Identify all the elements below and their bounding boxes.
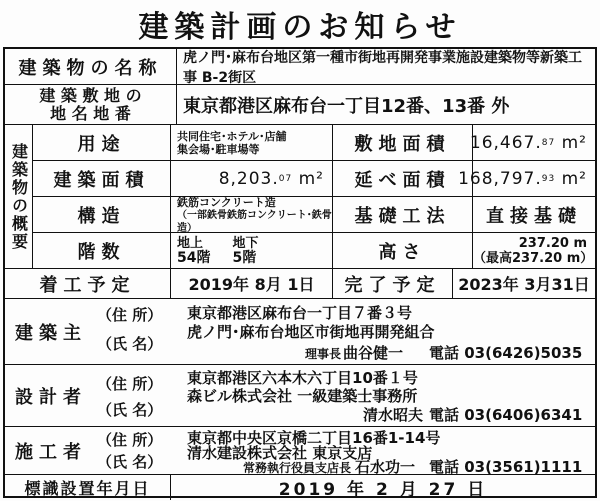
- building-area-unit: m²: [298, 169, 324, 189]
- end-label: 完了予定: [333, 269, 453, 298]
- building-area-decimal: 07: [278, 174, 293, 184]
- site-label-line1: 建 築 敷 地 の: [39, 85, 142, 105]
- designer-address-label: （住 所）: [97, 375, 163, 393]
- structure-value-line1: 鉄筋コンクリート造: [177, 195, 276, 209]
- building-name-label: 建築物の名称: [5, 49, 177, 84]
- designer-name-label: （氏 名）: [97, 401, 163, 419]
- floors-below-label: 地下: [232, 236, 259, 251]
- height-value-2: （最高237.20 m）: [473, 251, 594, 266]
- total-floor-area-label: 延べ面積: [333, 161, 473, 197]
- overview-row-structure: [33, 197, 595, 233]
- height-value: [473, 233, 595, 269]
- designer-section: [5, 365, 595, 427]
- total-floor-area-decimal: 93: [541, 174, 556, 184]
- height-label: 高さ: [333, 233, 473, 269]
- overview-row-area: [33, 161, 595, 197]
- contractor-role: 常務執行役員支店長: [243, 461, 352, 475]
- designer-rep: 清水昭夫: [363, 406, 424, 424]
- foundation-label: 基礎工法: [333, 197, 473, 233]
- site-label: [5, 85, 177, 124]
- structure-label: 構造: [33, 197, 171, 233]
- site-area-decimal: 87: [541, 138, 556, 148]
- contractor-name: 清水建設株式会社 東京支店: [187, 444, 373, 462]
- owner-label: 建築主: [15, 322, 87, 344]
- height-value-1: 237.20 m: [518, 236, 587, 251]
- floors-above-label: 地上: [177, 236, 204, 251]
- site-label-line2: 地 名 地 番: [50, 103, 131, 123]
- site-value: 東京都港区麻布台一丁目12番、13番 外: [183, 95, 510, 117]
- owner-address: 東京都港区麻布台一丁目７番３号: [187, 304, 413, 322]
- owner-name: 虎ノ門･麻布台地区市街地再開発組合: [187, 323, 435, 341]
- owner-role: 理事長: [305, 347, 342, 361]
- end-value: 2023年 3月31日: [458, 275, 590, 294]
- floors-label: 階数: [33, 233, 171, 269]
- designer-tel: 電話 03(6406)6341: [429, 406, 583, 424]
- contractor-name-label: （氏 名）: [97, 453, 163, 471]
- posting-date-label: 標識設置年月日: [5, 475, 171, 500]
- designer-name: 森ビル株式会社 一級建築士事務所: [187, 387, 418, 405]
- structure-value: [171, 197, 333, 233]
- structure-value-line2: （一部鉄骨鉄筋コンクリート･鉄骨造）: [177, 209, 332, 234]
- designer-label: 設計者: [15, 386, 87, 408]
- notice-title: 建築計画のお知らせ: [138, 9, 462, 45]
- building-area-label: 建築面積: [33, 161, 171, 197]
- site-row: [5, 85, 595, 125]
- foundation-value: 直接基礎: [486, 206, 582, 227]
- building-name-row: [5, 49, 595, 85]
- contractor-address: 東京都中央区京橋二丁目16番1-14号: [187, 429, 441, 447]
- contractor-tel: 電話 03(3561)1111: [429, 458, 583, 476]
- use-label: 用途: [33, 125, 171, 161]
- site-area-number: 16,467.: [469, 133, 542, 153]
- start-label: 着工予定: [5, 269, 171, 298]
- overview-block: [5, 125, 595, 269]
- use-value-line2: 集会場･駐車場等: [177, 143, 260, 156]
- floors-above-value: 54階: [177, 250, 211, 266]
- use-value-line1: 共同住宅･ホテル･店舗: [177, 130, 287, 143]
- building-area-value: [171, 161, 333, 197]
- posting-date-value: 2019 年 2 月 27 日: [278, 480, 488, 500]
- owner-name-label: （氏 名）: [97, 335, 163, 353]
- overview-vertical-label: [5, 125, 33, 269]
- floors-value: [171, 233, 333, 269]
- contractor-label: 施工者: [15, 441, 87, 463]
- designer-address: 東京都港区六本木六丁目10番１号: [187, 369, 418, 387]
- owner-address-label: （住 所）: [97, 306, 163, 324]
- contractor-rep: 石水功一: [355, 458, 416, 476]
- floors-below-value: 5階: [232, 250, 257, 266]
- overview-row-floors: [33, 233, 595, 269]
- use-value: [171, 125, 333, 161]
- start-value: 2019年 8月 1日: [171, 269, 333, 298]
- total-floor-area-unit: m²: [561, 169, 587, 189]
- owner-tel: 電話 03(6426)5035: [429, 344, 583, 362]
- building-name-value: 虎ノ門･麻布台地区第一種市街地再開発事業施設建築物等新築工事 B-2街区: [183, 49, 582, 86]
- contractor-address-label: （住 所）: [97, 431, 163, 449]
- contractor-section: [5, 427, 595, 475]
- building-area-number: 8,203.: [218, 169, 279, 189]
- site-area-unit: m²: [561, 133, 587, 153]
- overview-label-text: 建築物の概要: [9, 143, 29, 251]
- total-floor-area-value: [458, 161, 595, 197]
- owner-rep: 曲谷健一: [343, 344, 404, 362]
- posting-date-row: [5, 475, 595, 500]
- owner-section: [5, 299, 595, 365]
- total-floor-area-number: 168,797.: [458, 169, 542, 189]
- schedule-row: [5, 269, 595, 299]
- site-area-value: [469, 125, 595, 161]
- overview-row-use: [33, 125, 595, 161]
- site-area-label: 敷地面積: [333, 125, 473, 161]
- info-table: [3, 47, 597, 498]
